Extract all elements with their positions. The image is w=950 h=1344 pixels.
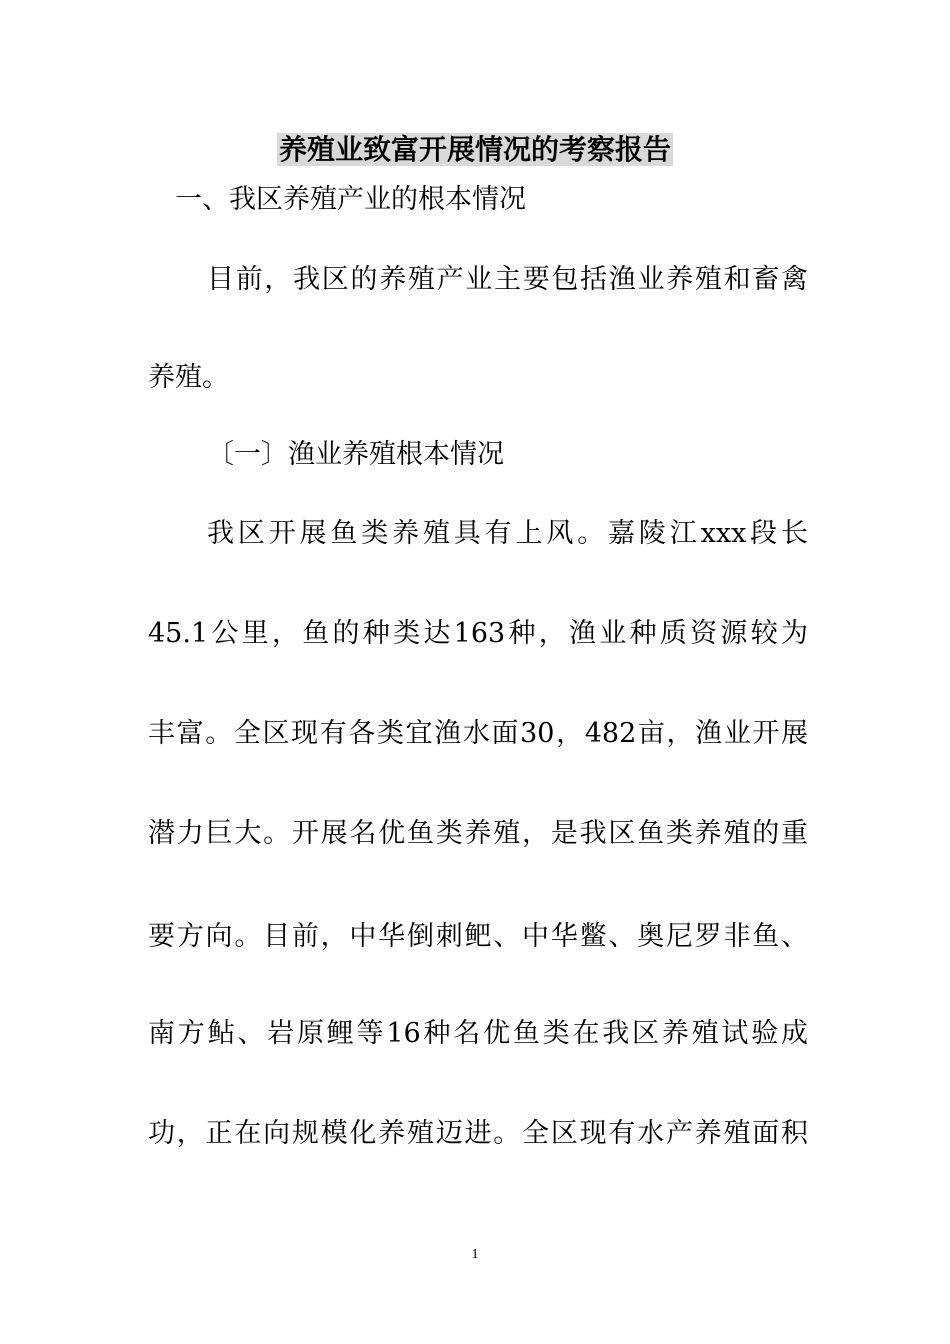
- paragraph-line: 要方向。目前，中华倒刺鲃、中华鳖、奥尼罗非鱼、: [148, 921, 808, 952]
- paragraph-line: 45.1公里，鱼的种类达163种，渔业种质资源较为: [148, 618, 808, 649]
- paragraph-line: 养殖。: [148, 362, 229, 393]
- document-title: [0, 128, 950, 172]
- paragraph-line: 目前，我区的养殖产业主要包括渔业养殖和畜禽: [207, 264, 808, 295]
- paragraph-line: 丰富。全区现有各类宜渔水面30，482亩，渔业开展: [148, 718, 808, 749]
- paragraph-line: 南方鲇、岩原鲤等16种名优鱼类在我区养殖试验成: [148, 1018, 808, 1049]
- subsection-heading: 〔一〕渔业养殖根本情况: [207, 439, 504, 470]
- document-title-text: 养殖业致富开展情况的考察报告: [278, 133, 671, 166]
- paragraph-line: 我区开展鱼类养殖具有上风。嘉陵江xxx段长: [207, 518, 808, 549]
- section-heading: 一、我区养殖产业的根本情况: [175, 184, 526, 215]
- paragraph-line: 功，正在向规模化养殖迈进。全区现有水产养殖面积: [148, 1118, 808, 1149]
- page-number: 1: [471, 1247, 479, 1262]
- paragraph-line: 潜力巨大。开展名优鱼类养殖，是我区鱼类养殖的重: [148, 818, 808, 849]
